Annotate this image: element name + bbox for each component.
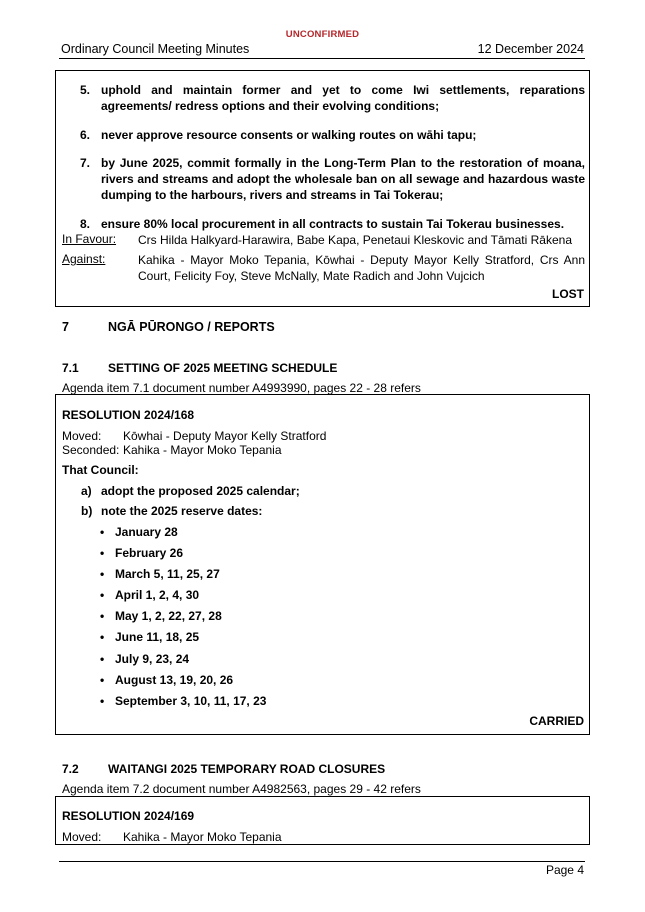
resolution-result: CARRIED [529, 714, 584, 728]
motion-item-number: 8. [80, 217, 91, 231]
bullet-icon: • [100, 525, 105, 539]
moved-by: Kōwhai - Deputy Mayor Kelly Stratford [123, 429, 327, 443]
footer-divider [59, 861, 585, 862]
that-council: That Council: [62, 463, 139, 477]
in-favour-label: In Favour: [62, 232, 117, 246]
seconded-label: Seconded: [62, 443, 120, 457]
item-title: WAITANGI 2025 TEMPORARY ROAD CLOSURES [108, 762, 386, 776]
section-title: NGĀ PŪRONGO / REPORTS [108, 320, 275, 334]
section-number: 7 [62, 320, 69, 334]
bullet-icon: • [100, 546, 105, 560]
motion-item [80, 155, 585, 203]
section-heading [62, 320, 275, 334]
header-divider [59, 58, 585, 59]
motion-item-text: by June 2025, commit formally in the Long-Term Plan to the restoration of moana, rivers and streams and adopt the wholesale ban on all sewage and hazardous waste dumping to the harbours, rivers and streams in Tai Tokerau; [101, 156, 585, 202]
point-letter: a) [81, 484, 92, 498]
item-number: 7.2 [62, 762, 79, 776]
item-title: SETTING OF 2025 MEETING SCHEDULE [108, 361, 338, 375]
against-label: Against: [62, 252, 106, 266]
bullet-icon: • [100, 673, 105, 687]
motion-item [80, 216, 585, 232]
point-text: adopt the proposed 2025 calendar; [101, 484, 300, 498]
bullet-icon: • [100, 652, 105, 666]
motion-item-text: ensure 80% local procurement in all contracts to sustain Tai Tokerau businesses. [101, 217, 565, 231]
motion-item-number: 6. [80, 128, 91, 142]
moved-label: Moved: [62, 830, 102, 844]
meeting-date: 12 December 2024 [477, 42, 584, 56]
in-favour-list: Crs Hilda Halkyard-Harawira, Babe Kapa, Penetaui Kleskovic and Tāmati Rākena [138, 233, 572, 247]
resolution-number: RESOLUTION 2024/168 [62, 408, 195, 422]
bullet-icon: • [100, 694, 105, 708]
bullet-icon: • [100, 567, 105, 581]
bullet-icon: • [100, 609, 105, 623]
item-heading [62, 762, 386, 776]
unconfirmed-status: UNCONFIRMED [285, 29, 360, 40]
page-number: Page 4 [545, 863, 584, 877]
moved-label: Moved: [62, 429, 102, 443]
bullet-icon: • [100, 630, 105, 644]
moved-by: Kahika - Mayor Moko Tepania [123, 830, 282, 844]
motion-item-text: uphold and maintain former and yet to come Iwi settlements, reparations agreements/ redress options and their evolving conditions; [101, 83, 585, 113]
item-heading [62, 361, 338, 375]
against-list: Kahika - Mayor Moko Tepania, Kōwhai - Deputy Mayor Kelly Stratford, Crs Ann Court, Felicity Foy, Steve McNally, Mate Radich and John Vujcich [138, 253, 585, 283]
agenda-reference: Agenda item 7.2 document number A4982563, pages 29 - 42 refers [62, 782, 421, 796]
resolution-point [81, 484, 300, 498]
item-number: 7.1 [62, 361, 79, 375]
motion-result: LOST [552, 287, 584, 301]
bullet-icon: • [100, 588, 105, 602]
agenda-reference: Agenda item 7.1 document number A4993990, pages 22 - 28 refers [62, 381, 421, 395]
seconded-by: Kahika - Mayor Moko Tepania [123, 443, 282, 457]
resolution-point [81, 504, 263, 518]
resolution-number: RESOLUTION 2024/169 [62, 809, 195, 823]
point-text: note the 2025 reserve dates: [101, 504, 263, 518]
motion-item [80, 127, 585, 143]
motion-item-text: never approve resource consents or walking routes on wāhi tapu; [101, 128, 477, 142]
document-title: Ordinary Council Meeting Minutes [61, 42, 250, 56]
point-letter: b) [81, 504, 93, 518]
motion-item-number: 7. [80, 156, 91, 170]
motion-item [80, 82, 585, 114]
motion-item-number: 5. [80, 83, 91, 97]
